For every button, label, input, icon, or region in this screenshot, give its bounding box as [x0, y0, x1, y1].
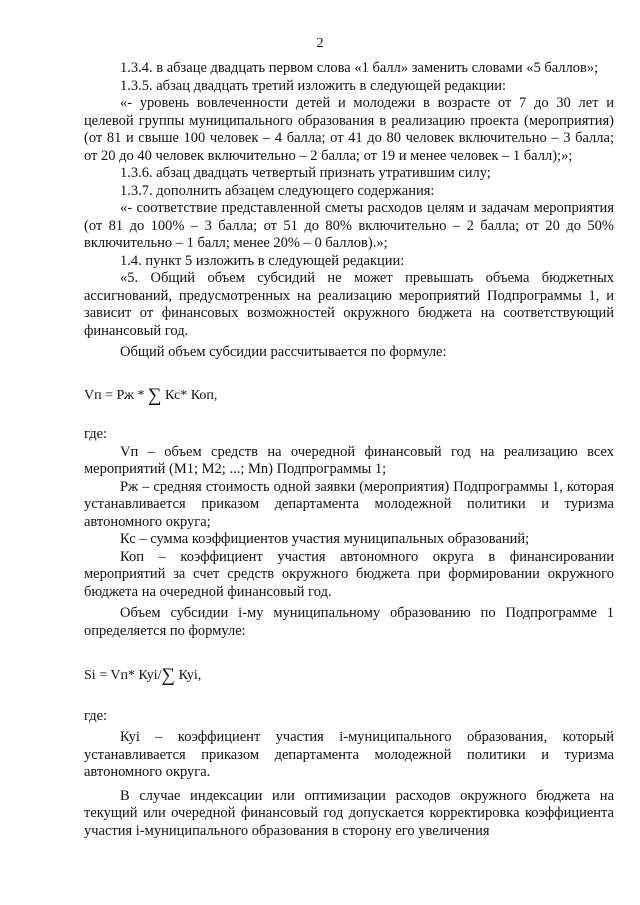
paragraph-municipal-subsidy: Объем субсидии i-му муниципальному образованию по Подпрограмме 1 определяется по формуле:	[84, 605, 614, 639]
definition-rzh: Рж – средняя стоимость одной заявки (мероприятия) Подпрограммы 1, которая устанавливается приказом департамента молодежной политики и туризма автономного округа;	[84, 478, 614, 530]
document-body	[84, 60, 614, 840]
paragraph-1-3-4: 1.3.4. в абзаце двадцать первом слова «1 балл» заменить словами «5 баллов»;	[120, 60, 599, 76]
paragraph-1-3-6: 1.3.6. абзац двадцать четвертый признать утратившим силу;	[120, 165, 491, 181]
formula-1-multiply-2: *	[180, 387, 191, 403]
formula-total-subsidy	[84, 384, 614, 406]
formula-1-multiply: *	[133, 387, 148, 403]
formula-2-multiply: *	[127, 668, 139, 683]
paragraph-engagement-criterion: «- уровень вовлеченности детей и молодежи в возрасте от 7 до 30 лет и целевой группы муниципального образования в реализацию проекта (мероприятия) (от 81 и свыше 100 человек – 4 балла; от 41 до 80 человек включительно – 3 балла; от 20 до 40 человек включительно – 2 балла; от 19 и менее человек – 1 балл);»;	[84, 95, 614, 164]
formula-1-lhs: Vп	[84, 387, 102, 403]
formula-2-eq: =	[95, 668, 111, 683]
paragraph-point-5: «5. Общий объем субсидий не может превышать объема бюджетных ассигнований, предусмотренных на реализацию мероприятий Подпрограммы 1, и зависит от финансовых возможностей окружного бюджета на соответствующий финансовый год.	[84, 270, 614, 339]
formula-2-term-a: Vп	[110, 668, 128, 683]
formula-2-divide: /	[157, 668, 162, 683]
where-label-1: где:	[84, 426, 108, 442]
formula-2-term-c: Куi,	[175, 668, 202, 683]
paragraph-formula-intro: Общий объем субсидии рассчитывается по формуле:	[120, 344, 447, 360]
paragraph-1-3-5: 1.3.5. абзац двадцать третий изложить в следующей редакции:	[120, 77, 506, 94]
formula-2-sum-symbol: ∑	[161, 665, 176, 686]
formula-1-term-b: Кс	[161, 387, 181, 403]
where-label-2: где:	[84, 707, 108, 724]
page-number: 2	[316, 36, 324, 51]
formula-2-lhs: Si	[84, 668, 96, 683]
paragraph-budget-criterion: «- соответствие представленной сметы расходов целям и задачам мероприятия (от 81 до 100% – 3 балла; от 51 до 80% включительно – 2 балла; от 20 до 50% включительно – 1 балл; менее 20% – 0 баллов).»;	[84, 200, 614, 251]
formula-1-term-c: Коп,	[190, 387, 218, 403]
definition-kop: Коп – коэффициент участия автономного округа в финансировании мероприятий за счет средств окружного бюджета при формировании окружного бюджета на очередной финансовый год.	[84, 548, 614, 600]
definition-ks: Кс – сумма коэффициентов участия муниципальных образований;	[120, 531, 530, 547]
formula-1-eq: =	[101, 387, 117, 403]
definition-kui: Куi – коэффициент участия i-муниципального образования, который устанавливается приказом департамента молодежной политики и туризма автономного округа.	[84, 729, 614, 780]
paragraph-1-4: 1.4. пункт 5 изложить в следующей редакции:	[120, 252, 405, 269]
paragraph-indexation: В случае индексации или оптимизации расходов окружного бюджета на текущий или очередной финансовый год допускается корректировка коэффициента участия i-муниципального образования в сторону его увеличения	[84, 787, 614, 839]
formula-municipal-subsidy	[84, 667, 614, 685]
formula-2-term-b: Куi	[138, 668, 158, 683]
formula-1-term-a: Рж	[116, 387, 134, 403]
formula-1-sum-symbol: ∑	[147, 384, 162, 406]
paragraph-1-3-7: 1.3.7. дополнить абзацем следующего содержания:	[120, 182, 435, 199]
definition-vp: Vп – объем средств на очередной финансовый год на реализацию всех мероприятий (М1; М2; ...; Мn) Подпрограммы 1;	[84, 443, 614, 477]
